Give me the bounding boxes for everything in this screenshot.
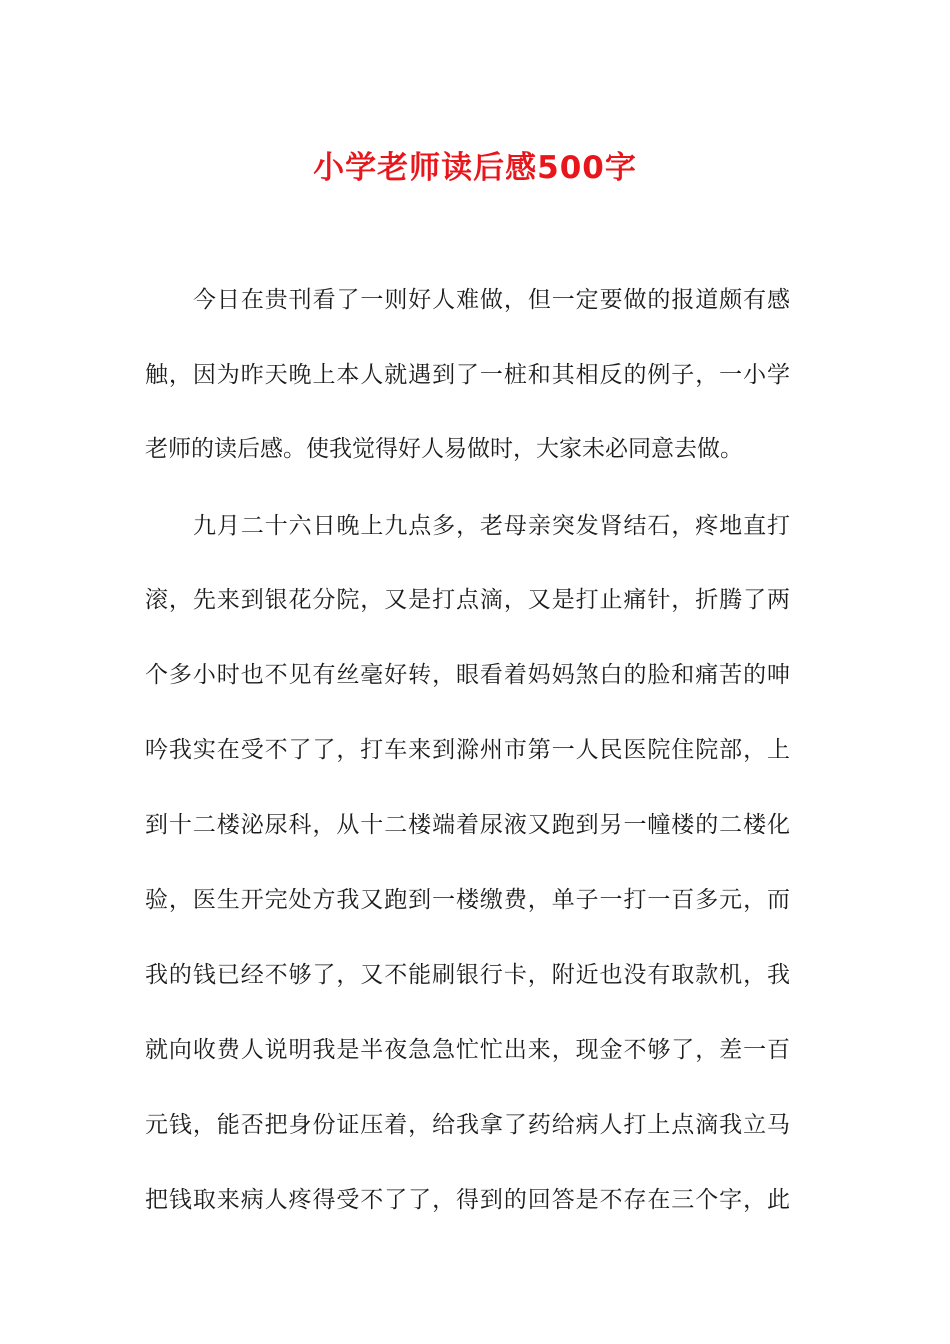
body-line: 今日在贵刊看了一则好人难做，但一定要做的报道颇有感 xyxy=(193,287,790,313)
body-line: 元钱，能否把身份证压着，给我拿了药给病人打上点滴我立马 xyxy=(145,1112,790,1138)
body-line: 验，医生开完处方我又跑到一楼缴费，单子一打一百多元，而 xyxy=(145,887,790,913)
body-line: 触，因为昨天晚上本人就遇到了一桩和其相反的例子，一小学 xyxy=(145,362,790,388)
body-line: 老师的读后感。使我觉得好人易做时，大家未必同意去做。 xyxy=(145,436,743,462)
body-line: 到十二楼泌尿科，从十二楼端着尿液又跑到另一幢楼的二楼化 xyxy=(145,812,790,838)
body-line: 九月二十六日晚上九点多，老母亲突发肾结石，疼地直打 xyxy=(193,513,790,539)
body-line: 把钱取来病人疼得受不了了，得到的回答是不存在三个字，此 xyxy=(145,1187,790,1213)
document-title: 小学老师读后感500字 xyxy=(313,150,637,186)
body-line: 我的钱已经不够了，又不能刷银行卡，附近也没有取款机，我 xyxy=(145,962,790,988)
body-line: 个多小时也不见有丝毫好转，眼看着妈妈煞白的脸和痛苦的呻 xyxy=(145,662,790,688)
body-line: 吟我实在受不了了，打车来到滁州市第一人民医院住院部，上 xyxy=(145,737,790,763)
body-line: 就向收费人说明我是半夜急急忙忙出来，现金不够了，差一百 xyxy=(145,1037,790,1063)
body-line: 滚，先来到银花分院，又是打点滴，又是打止痛针，折腾了两 xyxy=(145,587,790,613)
